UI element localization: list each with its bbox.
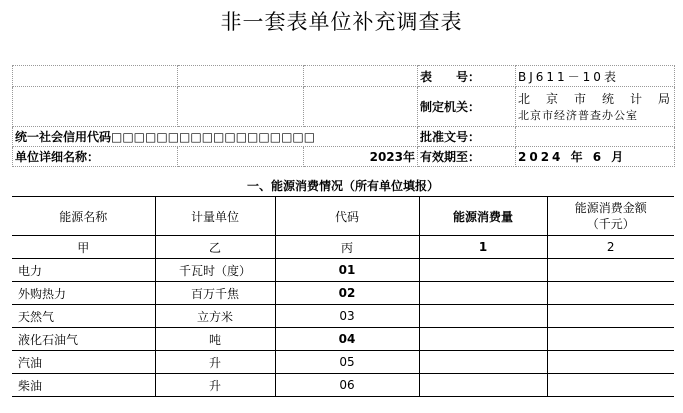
energy-code: 01 xyxy=(275,259,419,282)
subheader-cell: 甲 xyxy=(12,236,155,259)
energy-unit: 立方米 xyxy=(155,305,275,328)
form-header-table xyxy=(12,65,675,167)
table-row xyxy=(12,351,674,374)
maker-line-2: 北京市经济普查办公室 xyxy=(518,109,638,122)
subheader-cell: 丙 xyxy=(275,236,419,259)
survey-year: 2023年 xyxy=(304,147,418,167)
subheader-cell: 2 xyxy=(547,236,674,259)
valid-until-value: 2024 年 6 月 xyxy=(516,147,675,167)
header-cell-empty xyxy=(304,87,418,127)
energy-unit: 千瓦时（度） xyxy=(155,259,275,282)
table-row xyxy=(12,282,674,305)
form-title: 非一套表单位补充调查表 xyxy=(220,10,463,34)
consumption-input[interactable] xyxy=(419,328,547,351)
header-cell-empty xyxy=(178,87,304,127)
header-cell-empty xyxy=(304,66,418,87)
maker-label: 制定机关： xyxy=(418,87,516,127)
table-no-value: BJ611－10表 xyxy=(516,66,675,87)
subheader-cell: 1 xyxy=(419,236,547,259)
approval-value[interactable] xyxy=(516,127,675,147)
amount-input[interactable] xyxy=(547,374,674,397)
energy-code: 06 xyxy=(275,374,419,397)
amount-input[interactable] xyxy=(547,282,674,305)
consumption-input[interactable] xyxy=(419,305,547,328)
amount-input[interactable] xyxy=(547,259,674,282)
unit-name-field[interactable] xyxy=(178,147,304,167)
energy-name: 天然气 xyxy=(12,305,155,328)
energy-name: 电力 xyxy=(12,259,155,282)
energy-code: 03 xyxy=(275,305,419,328)
energy-name: 柴油 xyxy=(12,374,155,397)
table-subheader-row xyxy=(12,236,674,259)
table-row xyxy=(12,305,674,328)
col-header-unit: 计量单位 xyxy=(155,197,275,236)
credit-code-label: 统一社会信用代码□□□□□□□□□□□□□□□□□□ xyxy=(13,127,418,147)
header-cell-empty xyxy=(13,66,178,87)
amount-input[interactable] xyxy=(547,351,674,374)
table-header-row xyxy=(12,197,674,236)
col-header-consumption: 能源消费量 xyxy=(419,197,547,236)
col-header-code: 代码 xyxy=(275,197,419,236)
energy-code: 05 xyxy=(275,351,419,374)
energy-name: 汽油 xyxy=(12,351,155,374)
energy-code: 02 xyxy=(275,282,419,305)
table-row xyxy=(12,259,674,282)
subheader-cell: 乙 xyxy=(155,236,275,259)
unit-name-label: 单位详细名称： xyxy=(13,147,178,167)
amount-input[interactable] xyxy=(547,305,674,328)
energy-code: 04 xyxy=(275,328,419,351)
valid-until-label: 有效期至： xyxy=(418,147,516,167)
energy-name: 液化石油气 xyxy=(12,328,155,351)
approval-label: 批准文号： xyxy=(418,127,516,147)
maker-line-1: 北京市统计局 xyxy=(518,92,672,106)
energy-name: 外购热力 xyxy=(12,282,155,305)
consumption-input[interactable] xyxy=(419,259,547,282)
col-header-energy-name: 能源名称 xyxy=(12,197,155,236)
consumption-input[interactable] xyxy=(419,374,547,397)
energy-unit: 百万千焦 xyxy=(155,282,275,305)
header-cell-empty xyxy=(178,66,304,87)
energy-table xyxy=(12,197,674,397)
energy-unit: 吨 xyxy=(155,328,275,351)
table-row xyxy=(12,374,674,397)
header-cell-empty xyxy=(13,87,178,127)
amount-input[interactable] xyxy=(547,328,674,351)
energy-unit: 升 xyxy=(155,351,275,374)
energy-unit: 升 xyxy=(155,374,275,397)
consumption-input[interactable] xyxy=(419,282,547,305)
table-row xyxy=(12,328,674,351)
col-header-amount: 能源消费金额 （千元） xyxy=(547,197,674,236)
maker-value xyxy=(516,87,675,127)
section-title: 一、能源消费情况（所有单位填报） xyxy=(12,176,674,197)
table-no-label: 表 号： xyxy=(418,66,516,87)
consumption-input[interactable] xyxy=(419,351,547,374)
